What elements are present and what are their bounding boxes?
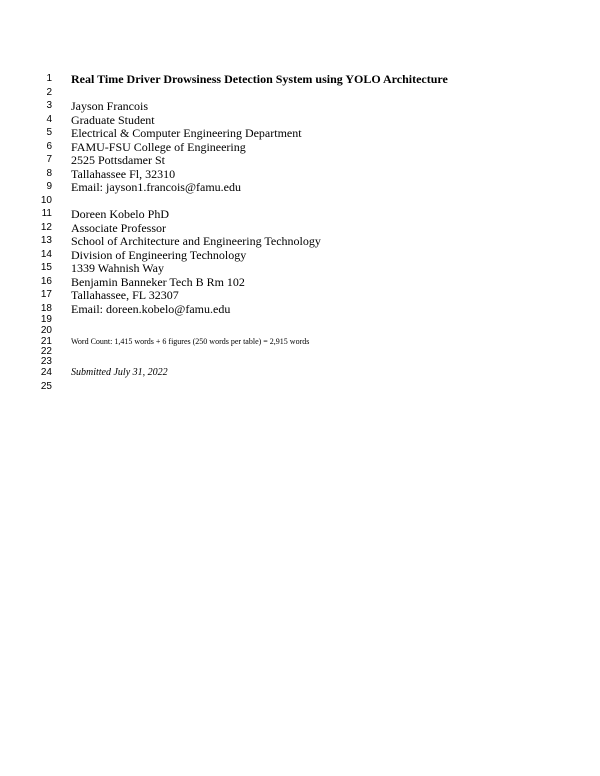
line-number: 25 <box>40 381 52 392</box>
line-number: 14 <box>40 248 52 260</box>
line-6 <box>0 140 600 154</box>
author1-college: FAMU-FSU College of Engineering <box>71 139 246 154</box>
line-number: 3 <box>46 100 52 111</box>
author1-name: Jayson Francois <box>71 99 148 113</box>
line-number: 7 <box>46 154 52 165</box>
line-25 <box>0 380 600 394</box>
line-24 <box>0 366 600 380</box>
line-number: 5 <box>46 127 52 138</box>
line-number: 23 <box>40 356 52 367</box>
line-number: 10 <box>40 194 52 206</box>
line-1 <box>0 72 600 86</box>
line-11 <box>0 207 600 221</box>
line-number: 1 <box>46 73 52 84</box>
author1-city: Tallahassee Fl, 32310 <box>71 166 176 181</box>
line-10 <box>0 194 600 208</box>
line-5 <box>0 126 600 140</box>
line-number: 19 <box>40 314 52 325</box>
line-number: 6 <box>46 140 52 152</box>
line-number: 16 <box>40 275 52 287</box>
line-number: 15 <box>40 262 52 273</box>
submitted-date: Submitted July 31, 2022 <box>71 367 168 378</box>
author1-department: Electrical & Computer Engineering Department <box>71 126 302 140</box>
author2-email: Email: doreen.kobelo@famu.edu <box>71 301 231 316</box>
line-12 <box>0 221 600 235</box>
line-number: 24 <box>40 367 52 378</box>
line-7 <box>0 153 600 167</box>
line-number: 8 <box>46 167 52 179</box>
line-4 <box>0 113 600 127</box>
line-15 <box>0 261 600 275</box>
line-13 <box>0 234 600 248</box>
line-number: 18 <box>40 302 52 314</box>
line-number: 17 <box>40 289 52 300</box>
author2-name: Doreen Kobelo PhD <box>71 207 169 221</box>
author2-position: Associate Professor <box>71 220 166 235</box>
line-number: 13 <box>40 235 52 246</box>
line-number: 20 <box>40 325 52 336</box>
author2-building: Benjamin Banneker Tech B Rm 102 <box>71 274 245 289</box>
line-number: 22 <box>40 346 52 357</box>
line-number: 12 <box>40 221 52 233</box>
line-number: 11 <box>41 208 52 219</box>
line-2 <box>0 86 600 100</box>
line-3 <box>0 99 600 113</box>
line-number: 9 <box>46 181 52 192</box>
line-14 <box>0 248 600 262</box>
author2-school: School of Architecture and Engineering Technology <box>71 234 321 248</box>
author1-position: Graduate Student <box>71 112 155 127</box>
author1-email: Email: jayson1.francois@famu.edu <box>71 180 242 194</box>
line-8 <box>0 167 600 181</box>
paper-title: Real Time Driver Drowsiness Detection System using YOLO Architecture <box>71 72 448 86</box>
author2-city: Tallahassee, FL 32307 <box>71 288 179 302</box>
line-number: 4 <box>46 113 52 125</box>
line-number: 21 <box>40 336 52 347</box>
line-16 <box>0 275 600 289</box>
line-17 <box>0 288 600 302</box>
author2-street: 1339 Wahnish Way <box>71 261 164 275</box>
line-number: 2 <box>46 86 52 98</box>
line-9 <box>0 180 600 194</box>
author1-street: 2525 Pottsdamer St <box>71 153 166 167</box>
author2-division: Division of Engineering Technology <box>71 247 247 262</box>
word-count: Word Count: 1,415 words + 6 figures (250 words per table) = 2,915 words <box>71 337 310 346</box>
